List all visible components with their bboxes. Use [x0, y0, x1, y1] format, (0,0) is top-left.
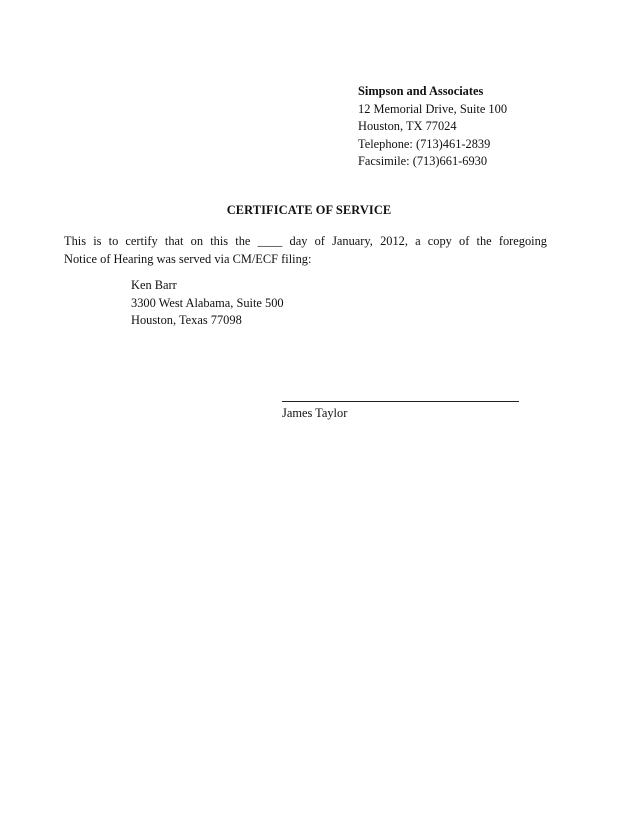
firm-address-block: [358, 83, 618, 171]
certificate-title: CERTIFICATE OF SERVICE: [226, 203, 392, 217]
firm-address-line1: 12 Memorial Drive, Suite 100: [358, 101, 508, 116]
recipient-name: Ken Barr: [131, 278, 177, 292]
certificate-title-row: [0, 202, 638, 220]
firm-telephone: Telephone: (713)461-2839: [358, 136, 491, 151]
recipient-address-block: [131, 277, 284, 330]
recipient-address-line1: 3300 West Alabama, Suite 500: [131, 295, 284, 310]
signatory-name: James Taylor: [282, 406, 348, 420]
certificate-body-line2: Notice of Hearing was served via CM/ECF filing:: [64, 251, 312, 266]
firm-facsimile: Facsimile: (713)661-6930: [358, 154, 488, 168]
signature-line: [282, 392, 519, 402]
certificate-body-line1: This is to certify that on this the ____ day of January, 2012, a copy of the foregoing: [64, 234, 547, 248]
firm-name: Simpson and Associates: [358, 84, 484, 98]
certificate-body: [64, 233, 547, 268]
recipient-address-line2: Houston, Texas 77098: [131, 313, 242, 327]
firm-address-line2: Houston, TX 77024: [358, 119, 457, 133]
signature-block: [282, 392, 522, 423]
